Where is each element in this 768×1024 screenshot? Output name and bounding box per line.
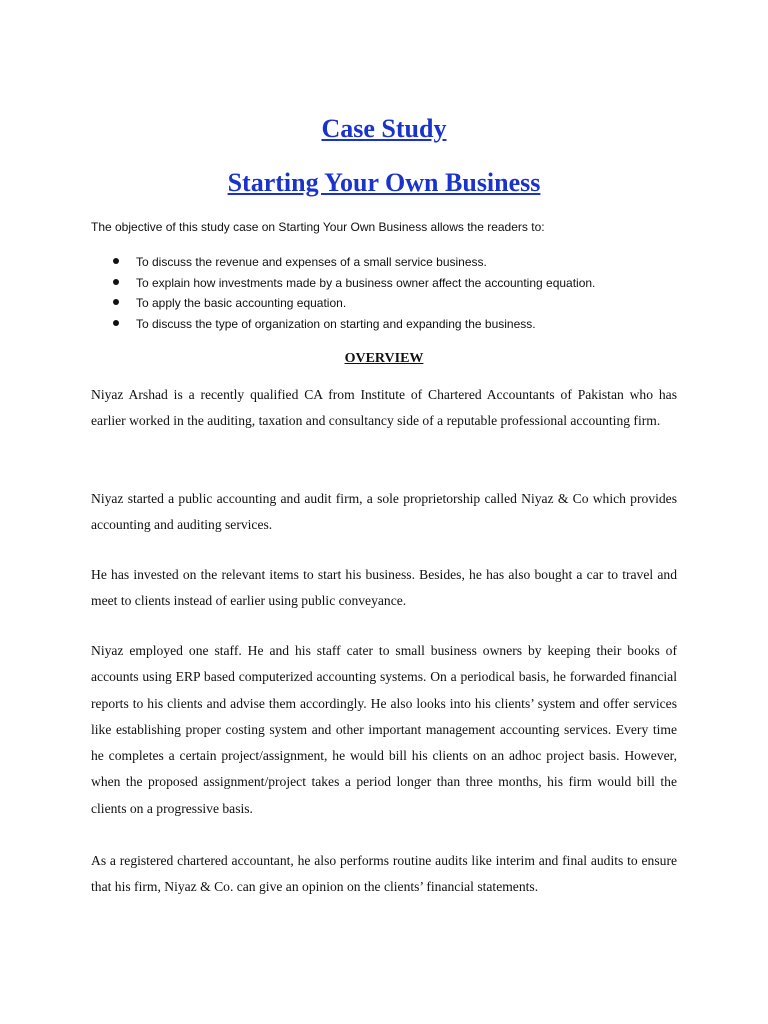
overview-heading: OVERVIEW bbox=[344, 351, 424, 366]
objective-intro: The objective of this study case on Starting Your Own Business allows the readers to: bbox=[91, 220, 545, 234]
bullet-icon bbox=[113, 299, 119, 305]
bullet-icon bbox=[113, 320, 119, 326]
objective-list bbox=[91, 254, 595, 336]
list-item bbox=[91, 316, 595, 337]
bullet-icon bbox=[113, 279, 119, 285]
paragraph-audits: As a registered chartered accountant, he also performs routine audits like interim and final audits to ensure that his firm, Niyaz & Co. can give an opinion on the clients’ financial statements. bbox=[91, 853, 677, 895]
list-item-text: To apply the basic accounting equation. bbox=[136, 296, 347, 310]
document-subtitle: Starting Your Own Business bbox=[227, 168, 541, 197]
bullet-icon bbox=[113, 258, 119, 264]
list-item-text: To discuss the type of organization on starting and expanding the business. bbox=[136, 316, 536, 331]
paragraph-investment: He has invested on the relevant items to start his business. Besides, he has also bought a car to travel and meet to clients instead of earlier using public conveyance. bbox=[91, 567, 677, 609]
list-item bbox=[91, 254, 595, 275]
list-item-text: To discuss the revenue and expenses of a small service business. bbox=[136, 255, 487, 269]
list-item bbox=[91, 295, 595, 316]
document-title: Case Study bbox=[321, 114, 447, 143]
list-item-text: To explain how investments made by a business owner affect the accounting equation. bbox=[136, 275, 596, 290]
list-item bbox=[91, 275, 595, 296]
paragraph-background: Niyaz Arshad is a recently qualified CA from Institute of Chartered Accountants of Pakistan who has earlier worked in the auditing, taxation and consultancy side of a reputable professional accounting firm. bbox=[91, 387, 677, 429]
paragraph-firm: Niyaz started a public accounting and audit firm, a sole proprietorship called Niyaz & Co which provides accounting and auditing services. bbox=[91, 491, 677, 533]
paragraph-services: Niyaz employed one staff. He and his staff cater to small business owners by keeping their books of accounts using ERP based computerized accounting systems. On a periodical basis, he forwarded financial reports to his clients and advise them accordingly. He also looks into his clients’ system and offer services like establishing proper costing system and other important management accounting services. Every time he completes a certain project/assignment, he would bill his clients on an adhoc project basis. However, when the proposed assignment/project takes a period longer than three months, his firm would bill the clients on a progressive basis. bbox=[91, 643, 677, 816]
